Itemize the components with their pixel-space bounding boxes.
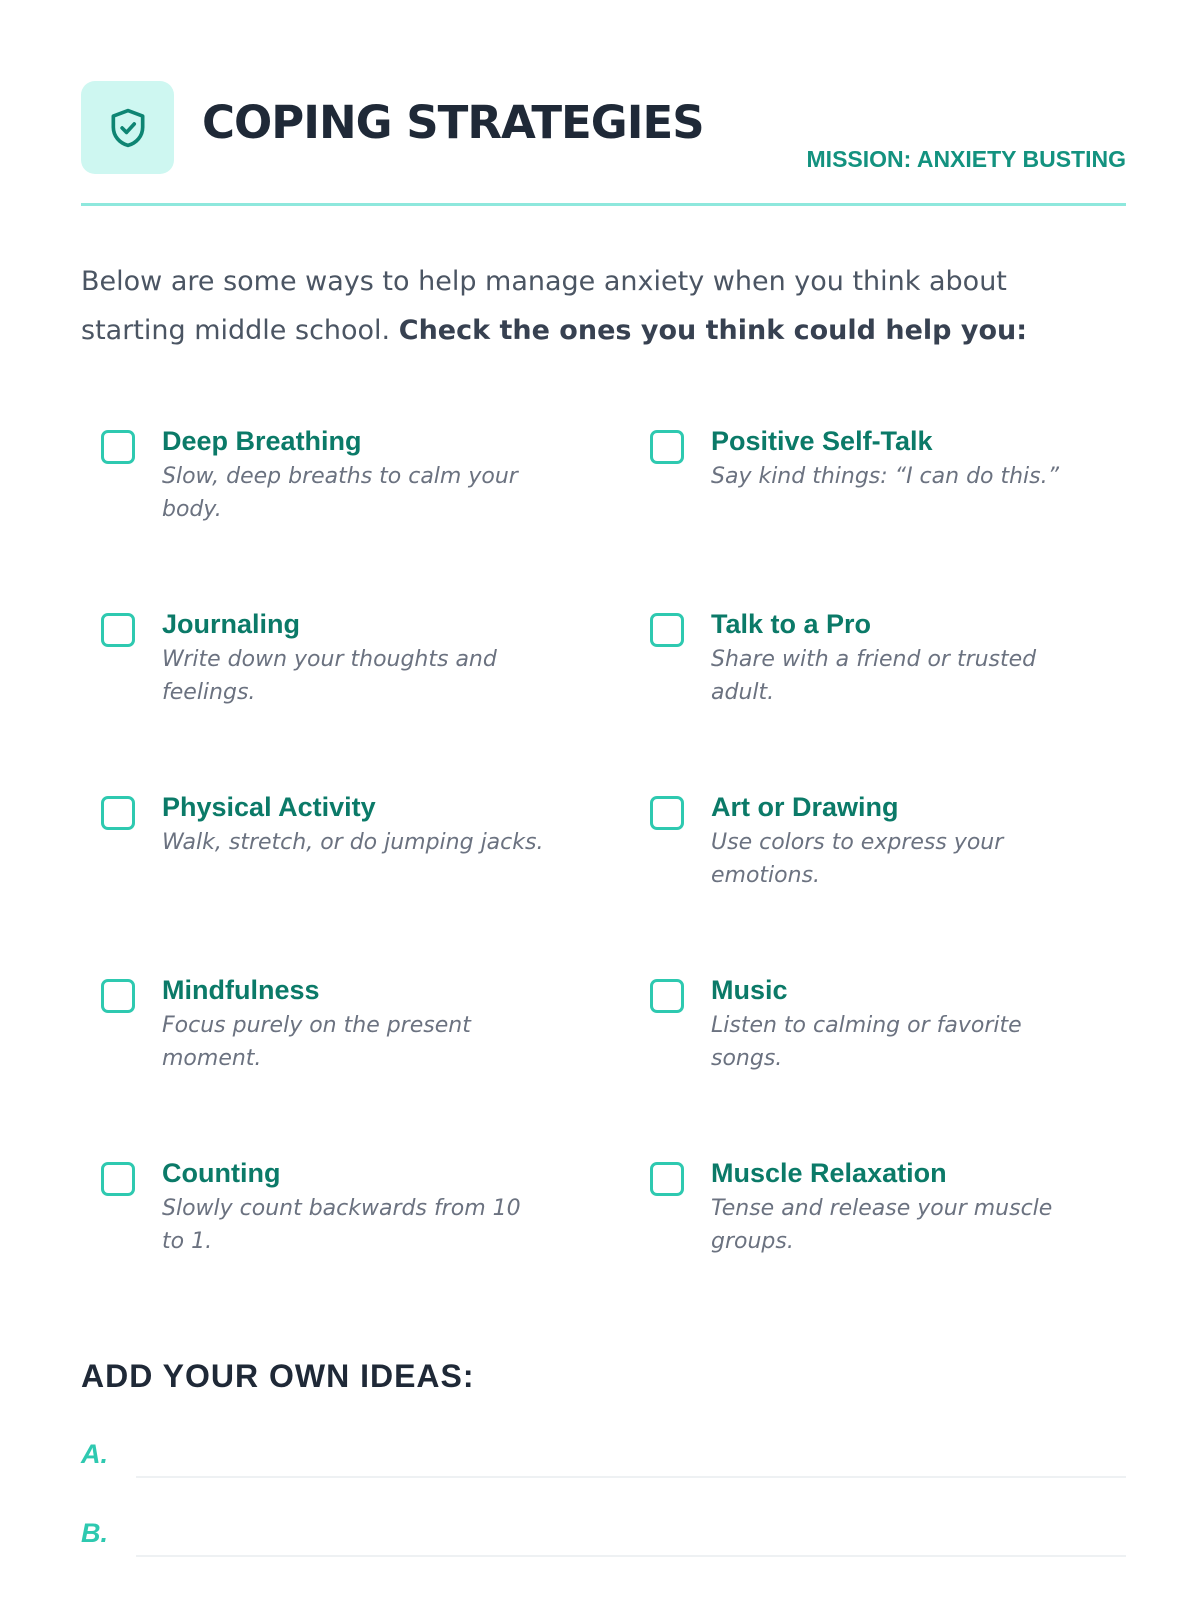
strategy-title: Art or Drawing — [711, 792, 899, 822]
strategy-checkbox[interactable] — [101, 1162, 135, 1196]
strategy-description: Share with a friend or trusted adult. — [711, 647, 1037, 705]
strategy-title: Positive Self-Talk — [711, 426, 933, 456]
strategy-checkbox[interactable] — [101, 613, 135, 647]
strategy-title: Music — [711, 975, 788, 1005]
strategy-title: Talk to a Pro — [711, 609, 872, 639]
strategy-checkbox[interactable] — [650, 1162, 684, 1196]
idea-letter: A. — [81, 1439, 108, 1469]
mission-label: MISSION: ANXIETY BUSTING — [806, 146, 1126, 172]
strategy-title: Mindfulness — [162, 975, 320, 1005]
strategy-checkbox[interactable] — [101, 430, 135, 464]
intro-text: Below are some ways to help manage anxiety when you think about starting middle school. — [81, 266, 1007, 346]
strategy-description: Listen to calming or favorite songs. — [711, 1013, 1022, 1071]
strategy-checkbox[interactable] — [101, 796, 135, 830]
strategy-title: Journaling — [162, 609, 301, 639]
strategy-description: Walk, stretch, or do jumping jacks. — [162, 830, 544, 855]
shield-check-icon — [106, 103, 150, 153]
idea-write-line[interactable] — [136, 1555, 1126, 1557]
own-ideas-heading: ADD YOUR OWN IDEAS: — [81, 1358, 475, 1394]
intro-emphasis: Check the ones you think could help you: — [398, 315, 1028, 346]
header-badge — [81, 81, 174, 174]
strategy-description: Slow, deep breaths to calm your body. — [162, 464, 518, 522]
strategy-title: Physical Activity — [162, 792, 376, 822]
strategy-title: Deep Breathing — [162, 426, 362, 456]
strategy-checkbox[interactable] — [650, 979, 684, 1013]
intro-paragraph — [81, 257, 1081, 355]
idea-write-line[interactable] — [136, 1476, 1126, 1478]
idea-letter: B. — [81, 1518, 108, 1548]
strategy-checkbox[interactable] — [650, 613, 684, 647]
page-header — [81, 81, 1126, 206]
idea-row-b — [81, 1511, 1126, 1561]
strategy-description: Slowly count backwards from 10 to 1. — [162, 1196, 521, 1254]
strategy-description: Write down your thoughts and feelings. — [162, 647, 497, 705]
strategy-checkbox[interactable] — [650, 796, 684, 830]
strategy-checkbox[interactable] — [650, 430, 684, 464]
strategy-description: Use colors to express your emotions. — [711, 830, 1004, 888]
idea-row-a — [81, 1432, 1126, 1482]
strategy-description: Focus purely on the present moment. — [162, 1013, 471, 1071]
strategy-title: Muscle Relaxation — [711, 1158, 947, 1188]
page-title: COPING STRATEGIES — [202, 96, 704, 149]
strategy-checkbox[interactable] — [101, 979, 135, 1013]
strategy-description: Tense and release your muscle groups. — [711, 1196, 1053, 1254]
strategy-description: Say kind things: “I can do this.” — [711, 464, 1060, 489]
strategy-title: Counting — [162, 1158, 281, 1188]
